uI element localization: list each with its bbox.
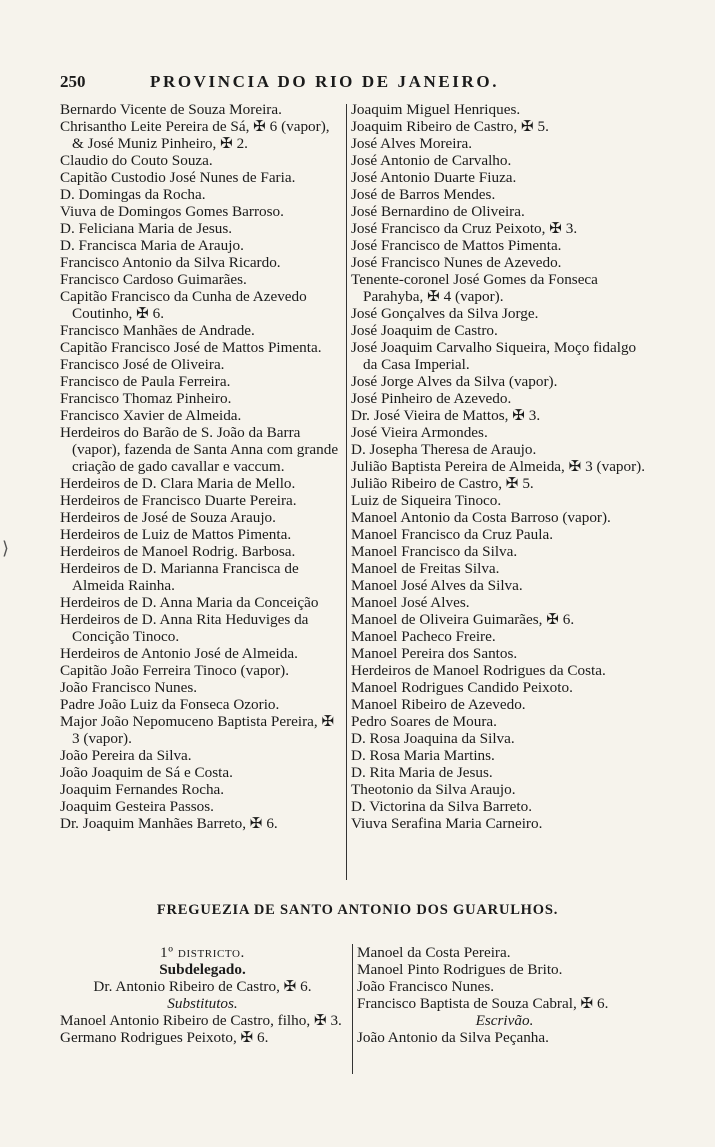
list-item: José Alves Moreira. (351, 135, 473, 152)
list-item: Manoel Francisco da Cruz Paula. (351, 526, 554, 543)
list-item: Manoel de Oliveira Guimarães, ✠ 6. (351, 611, 575, 628)
right-column-list (351, 101, 651, 832)
list-item: Francisco Baptista de Souza Cabral, ✠ 6. (357, 995, 609, 1012)
page-number: 250 (60, 72, 86, 91)
list-item: Manoel Antonio Ribeiro de Castro, filho, ✠ 3. (60, 1012, 342, 1029)
list-item: João Francisco Nunes. (60, 679, 198, 696)
list-item: Manoel da Costa Pereira. (357, 944, 511, 961)
column-divider-bottom (352, 944, 353, 1074)
list-item: Francisco José de Oliveira. (60, 356, 225, 373)
list-item: Francisco Manhães de Andrade. (60, 322, 255, 339)
list-item: Manoel José Alves da Silva. (351, 577, 523, 594)
list-item: Herdeiros de D. Clara Maria de Mello. (60, 475, 296, 492)
list-item: Major João Nepomuceno Baptista Pereira, ✠ 3 (vapor). (60, 713, 335, 747)
list-item: José Francisco da Cruz Peixoto, ✠ 3. (351, 220, 578, 237)
list-item: Joaquim Fernandes Rocha. (60, 781, 225, 798)
list-item: D. Rosa Maria Martins. (351, 747, 495, 764)
list-item: Luiz de Siqueira Tinoco. (351, 492, 502, 509)
list-item: Capitão Francisco José de Mattos Pimenta. (60, 339, 322, 356)
left-column-list (60, 101, 345, 832)
list-item: Julião Baptista Pereira de Almeida, ✠ 3 (vapor). (351, 458, 646, 475)
list-item: José Pinheiro de Azevedo. (351, 390, 512, 407)
list-item: José Antonio de Carvalho. (351, 152, 512, 169)
list-item: Francisco de Paula Ferreira. (60, 373, 231, 390)
list-item: Chrisantho Leite Pereira de Sá, ✠ 6 (vapor), & José Muniz Pinheiro, ✠ 2. (60, 118, 330, 152)
list-item: D. Francisca Maria de Araujo. (60, 237, 244, 254)
district-column (60, 944, 345, 1046)
margin-mark: ⟩ (2, 538, 10, 558)
list-item: José Francisco de Mattos Pimenta. (351, 237, 562, 254)
list-item: Francisco Antonio da Silva Ricardo. (60, 254, 281, 271)
list-item: Herdeiros de D. Marianna Francisca de Almeida Rainha. (60, 560, 299, 594)
list-item: Manoel Pinto Rodrigues de Brito. (357, 961, 563, 978)
list-item: Bernardo Vicente de Souza Moreira. (60, 101, 282, 118)
list-item: José de Barros Mendes. (351, 186, 496, 203)
section-title: FREGUEZIA DE SANTO ANTONIO DOS GUARULHOS. (156, 902, 559, 918)
list-item: José Antonio Duarte Fiuza. (351, 169, 517, 186)
officials-column (357, 944, 652, 1046)
list-item: Manoel José Alves. (351, 594, 470, 611)
column-divider-top (346, 104, 347, 880)
subdelegado-name: Dr. Antonio Ribeiro de Castro, ✠ 6. (93, 978, 312, 995)
list-item: Viuva de Domingos Gomes Barroso. (60, 203, 284, 220)
list-item: João Francisco Nunes. (357, 978, 495, 995)
list-item: José Bernardino de Oliveira. (351, 203, 525, 220)
list-item: José Francisco Nunes de Azevedo. (351, 254, 562, 271)
list-item: Capitão Francisco da Cunha de Azevedo Coutinho, ✠ 6. (60, 288, 307, 322)
list-item: Joaquim Gesteira Passos. (60, 798, 214, 815)
list-item: Herdeiros de Antonio José de Almeida. (60, 645, 298, 662)
list-item: D. Victorina da Silva Barreto. (351, 798, 533, 815)
list-item: Theotonio da Silva Araujo. (351, 781, 516, 798)
list-item: Viuva Serafina Maria Carneiro. (351, 815, 543, 832)
list-item: Francisco Cardoso Guimarães. (60, 271, 247, 288)
list-item: Manoel Ribeiro de Azevedo. (351, 696, 526, 713)
escrivao-heading: Escrivão. (475, 1012, 534, 1029)
list-item: D. Rosa Joaquina da Silva. (351, 730, 515, 747)
substitutos-heading: Substitutos. (167, 995, 238, 1012)
list-item: José Gonçalves da Silva Jorge. (351, 305, 539, 322)
list-item: Herdeiros de José de Souza Araujo. (60, 509, 276, 526)
officials-list (357, 944, 652, 1012)
list-item: D. Domingas da Rocha. (60, 186, 206, 203)
list-item: Manoel de Freitas Silva. (351, 560, 500, 577)
list-item: D. Josepha Theresa de Araujo. (351, 441, 537, 458)
page-header (60, 72, 675, 98)
list-item: Dr. Joaquim Manhães Barreto, ✠ 6. (60, 815, 278, 832)
district-heading: 1º districto. (160, 944, 245, 961)
list-item: José Vieira Armondes. (351, 424, 488, 441)
substitutos-list (60, 1012, 345, 1046)
list-item: Manoel Pereira dos Santos. (351, 645, 518, 662)
list-item: Capitão João Ferreira Tinoco (vapor). (60, 662, 290, 679)
list-item: Pedro Soares de Moura. (351, 713, 497, 730)
list-item: Herdeiros de Manoel Rodrigues da Costa. (351, 662, 606, 679)
list-item: Manoel Pacheco Freire. (351, 628, 496, 645)
list-item: Francisco Xavier de Almeida. (60, 407, 242, 424)
list-item: Julião Ribeiro de Castro, ✠ 5. (351, 475, 534, 492)
list-item: Herdeiros de Luiz de Mattos Pimenta. (60, 526, 292, 543)
list-item: Manoel Rodrigues Candido Peixoto. (351, 679, 573, 696)
list-item: Joaquim Ribeiro de Castro, ✠ 5. (351, 118, 549, 135)
list-item: Manoel Francisco da Silva. (351, 543, 518, 560)
list-item: Herdeiros do Barão de S. João da Barra (vapor), fazenda de Santa Anna com grande criação de gado cavallar e vaccum. (60, 424, 339, 475)
list-item: Herdeiros de D. Anna Rita Heduviges da Concição Tinoco. (60, 611, 309, 645)
list-item: Manoel Antonio da Costa Barroso (vapor). (351, 509, 611, 526)
list-item: Capitão Custodio José Nunes de Faria. (60, 169, 296, 186)
list-item: Herdeiros de Manoel Rodrig. Barbosa. (60, 543, 296, 560)
list-item: Herdeiros de Francisco Duarte Pereira. (60, 492, 297, 509)
list-item: Padre João Luiz da Fonseca Ozorio. (60, 696, 280, 713)
list-item: José Joaquim de Castro. (351, 322, 498, 339)
list-item: D. Feliciana Maria de Jesus. (60, 220, 233, 237)
list-item: Germano Rodrigues Peixoto, ✠ 6. (60, 1029, 269, 1046)
list-item: Francisco Thomaz Pinheiro. (60, 390, 232, 407)
list-item: Tenente-coronel José Gomes da Fonseca Parahyba, ✠ 4 (vapor). (351, 271, 598, 305)
list-item: Dr. José Vieira de Mattos, ✠ 3. (351, 407, 541, 424)
list-item: João Joaquim de Sá e Costa. (60, 764, 233, 781)
list-item: Joaquim Miguel Henriques. (351, 101, 521, 118)
list-item: Herdeiros de D. Anna Maria da Conceição (60, 594, 319, 611)
escrivao-name: João Antonio da Silva Peçanha. (357, 1029, 549, 1046)
list-item: José Jorge Alves da Silva (vapor). (351, 373, 558, 390)
subdelegado-heading: Subdelegado. (159, 961, 246, 978)
list-item: José Joaquim Carvalho Siqueira, Moço fidalgo da Casa Imperial. (351, 339, 637, 373)
list-item: Claudio do Couto Souza. (60, 152, 213, 169)
running-head: PROVINCIA DO RIO DE JANEIRO. (150, 72, 500, 91)
list-item: D. Rita Maria de Jesus. (351, 764, 493, 781)
list-item: João Pereira da Silva. (60, 747, 192, 764)
